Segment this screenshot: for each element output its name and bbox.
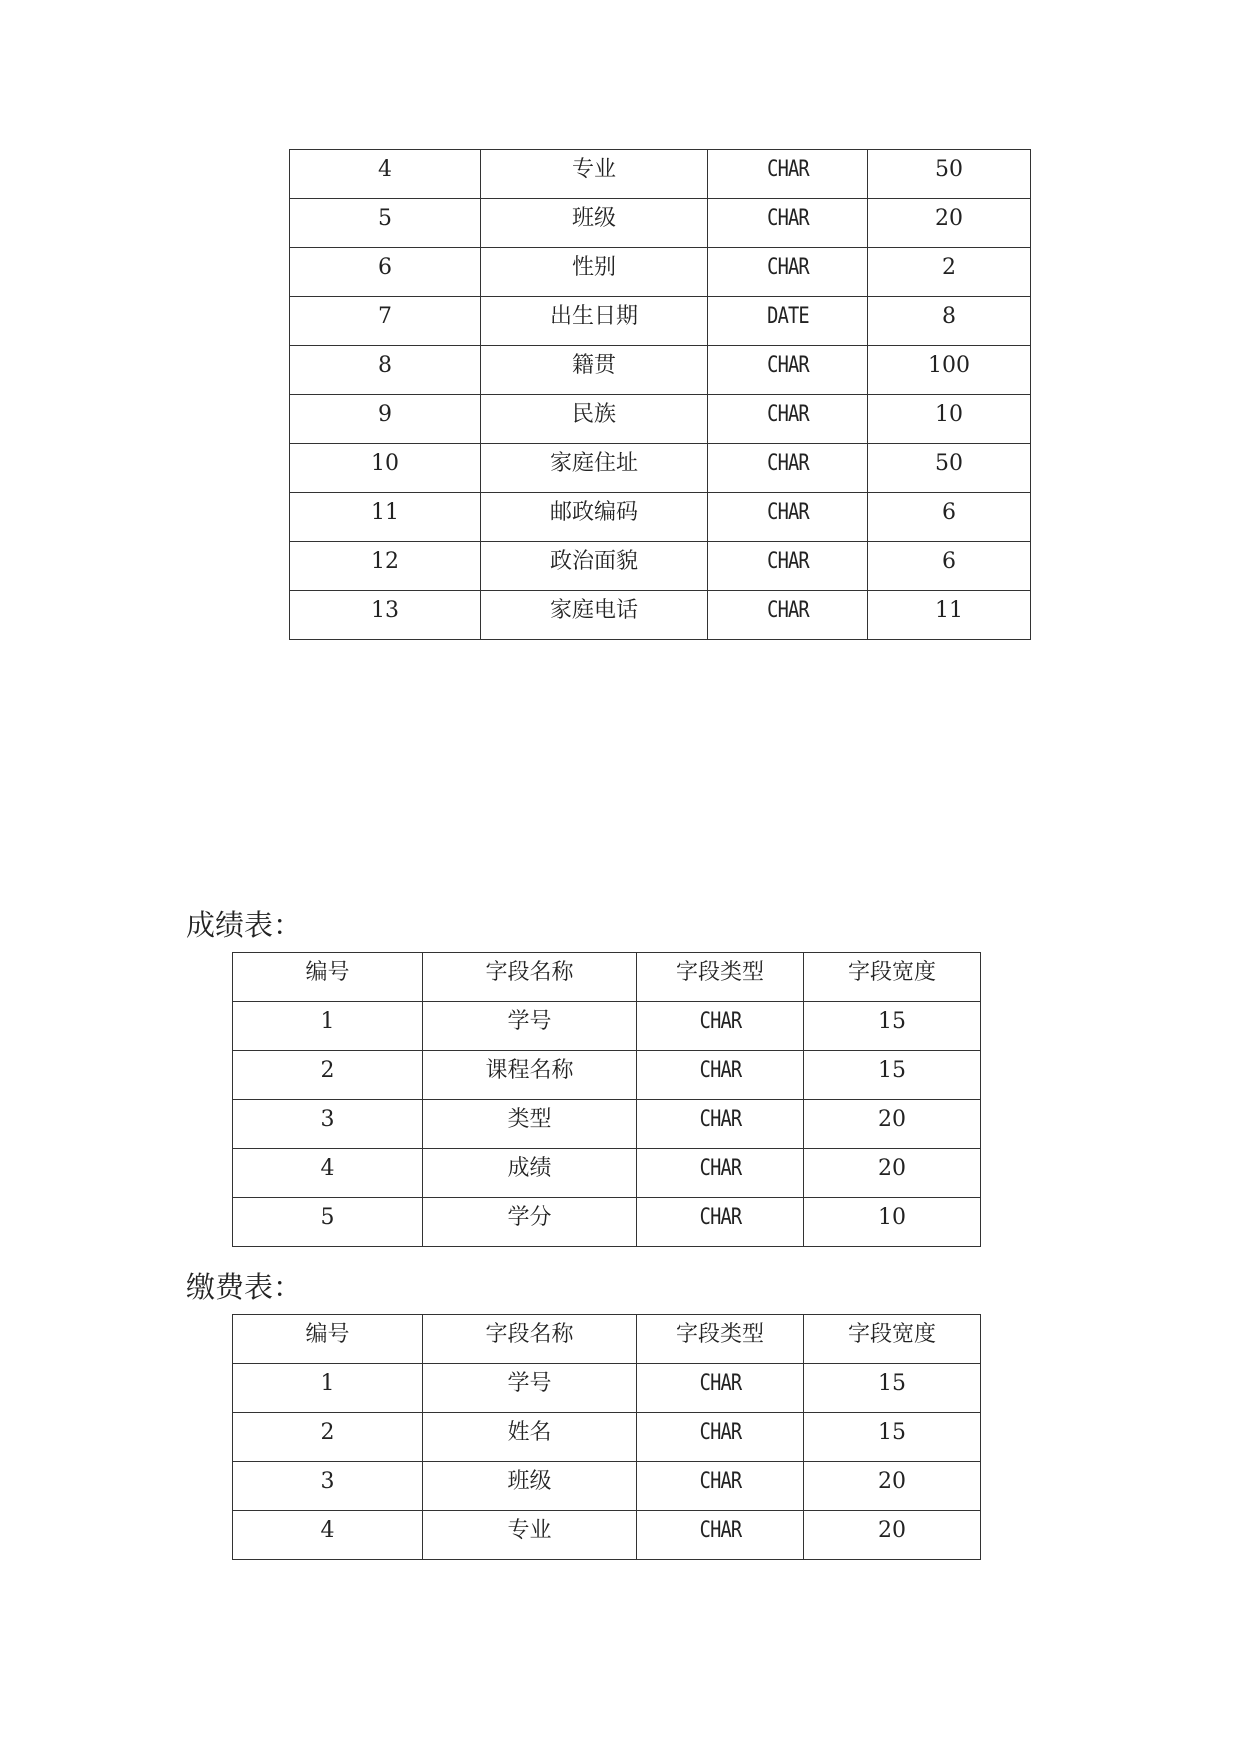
cell-number: 9: [290, 395, 481, 444]
cell-field-name: 成绩: [423, 1149, 637, 1198]
table-row: [233, 1462, 981, 1511]
cell-field-name: 课程名称: [423, 1051, 637, 1100]
cell-field-type: CHAR: [649, 1364, 791, 1413]
cell-field-name: 班级: [423, 1462, 637, 1511]
cell-field-type: CHAR: [720, 542, 856, 591]
cell-field-type: CHAR: [720, 150, 856, 199]
cell-number: 4: [290, 150, 481, 199]
cell-number: 11: [290, 493, 481, 542]
cell-field-name: 班级: [481, 199, 708, 248]
cell-number: 3: [233, 1462, 423, 1511]
cell-number: 2: [233, 1051, 423, 1100]
table-row: [233, 1051, 981, 1100]
cell-field-width: 10: [868, 395, 1031, 444]
cell-field-width: 6: [868, 493, 1031, 542]
table-row: [233, 1511, 981, 1560]
header-field-width: 字段宽度: [804, 1315, 981, 1364]
cell-field-width: 15: [804, 1364, 981, 1413]
header-number: 编号: [233, 1315, 423, 1364]
cell-field-type: CHAR: [720, 444, 856, 493]
cell-number: 7: [290, 297, 481, 346]
table-row: [233, 1413, 981, 1462]
cell-number: 8: [290, 346, 481, 395]
table-header-row: [233, 1315, 981, 1364]
cell-field-name: 民族: [481, 395, 708, 444]
cell-field-type: CHAR: [720, 248, 856, 297]
cell-field-width: 8: [868, 297, 1031, 346]
cell-field-type: CHAR: [649, 1462, 791, 1511]
cell-field-width: 20: [804, 1462, 981, 1511]
cell-field-type: CHAR: [720, 346, 856, 395]
cell-field-width: 15: [804, 1051, 981, 1100]
cell-field-name: 姓名: [423, 1413, 637, 1462]
table-row: [233, 1002, 981, 1051]
cell-field-type: CHAR: [649, 1100, 791, 1149]
cell-field-name: 出生日期: [481, 297, 708, 346]
cell-field-type: CHAR: [649, 1149, 791, 1198]
cell-field-name: 邮政编码: [481, 493, 708, 542]
header-field-name: 字段名称: [423, 953, 637, 1002]
table-row: [290, 542, 1031, 591]
cell-field-type: CHAR: [649, 1002, 791, 1051]
cell-field-type: CHAR: [649, 1413, 791, 1462]
header-field-type: 字段类型: [637, 953, 804, 1002]
cell-field-width: 20: [804, 1511, 981, 1560]
table-row: [290, 199, 1031, 248]
fees-table-header: [233, 1315, 981, 1364]
cell-field-type: CHAR: [720, 199, 856, 248]
fees-table-title: 缴费表：: [186, 1270, 303, 1304]
table-row: [290, 346, 1031, 395]
cell-field-name: 家庭电话: [481, 591, 708, 640]
cell-field-width: 10: [804, 1198, 981, 1247]
table-row: [233, 1100, 981, 1149]
student-info-table-body: [290, 150, 1031, 640]
cell-field-width: 6: [868, 542, 1031, 591]
cell-number: 3: [233, 1100, 423, 1149]
student-info-table: [289, 149, 1031, 640]
cell-field-name: 政治面貌: [481, 542, 708, 591]
scores-table-title: 成绩表：: [186, 908, 303, 942]
table-row: [290, 444, 1031, 493]
table-row: [233, 1198, 981, 1247]
cell-number: 6: [290, 248, 481, 297]
cell-number: 5: [233, 1198, 423, 1247]
cell-field-name: 专业: [423, 1511, 637, 1560]
cell-field-width: 2: [868, 248, 1031, 297]
cell-field-name: 学号: [423, 1002, 637, 1051]
table-row: [233, 1149, 981, 1198]
cell-field-name: 家庭住址: [481, 444, 708, 493]
cell-field-name: 类型: [423, 1100, 637, 1149]
cell-field-width: 20: [868, 199, 1031, 248]
cell-number: 4: [233, 1149, 423, 1198]
cell-field-name: 籍贯: [481, 346, 708, 395]
table-row: [290, 591, 1031, 640]
cell-field-type: CHAR: [649, 1511, 791, 1560]
cell-field-width: 50: [868, 444, 1031, 493]
header-field-type: 字段类型: [637, 1315, 804, 1364]
header-field-name: 字段名称: [423, 1315, 637, 1364]
cell-field-name: 性别: [481, 248, 708, 297]
cell-field-type: CHAR: [649, 1198, 791, 1247]
header-number: 编号: [233, 953, 423, 1002]
cell-field-width: 20: [804, 1100, 981, 1149]
cell-field-width: 15: [804, 1002, 981, 1051]
cell-field-type: DATE: [720, 297, 856, 346]
cell-field-type: CHAR: [720, 591, 856, 640]
cell-field-type: CHAR: [720, 493, 856, 542]
cell-field-width: 15: [804, 1413, 981, 1462]
table-header-row: [233, 953, 981, 1002]
scores-table-header: [233, 953, 981, 1002]
cell-field-width: 100: [868, 346, 1031, 395]
cell-number: 1: [233, 1002, 423, 1051]
cell-number: 4: [233, 1511, 423, 1560]
table-row: [290, 248, 1031, 297]
table-row: [290, 150, 1031, 199]
cell-field-width: 20: [804, 1149, 981, 1198]
header-field-width: 字段宽度: [804, 953, 981, 1002]
cell-number: 10: [290, 444, 481, 493]
table-row: [290, 297, 1031, 346]
cell-field-name: 专业: [481, 150, 708, 199]
cell-field-width: 11: [868, 591, 1031, 640]
scores-table: [232, 952, 981, 1247]
cell-field-width: 50: [868, 150, 1031, 199]
cell-number: 1: [233, 1364, 423, 1413]
cell-field-type: CHAR: [720, 395, 856, 444]
scores-table-body: [233, 1002, 981, 1247]
table-row: [233, 1364, 981, 1413]
fees-table: [232, 1314, 981, 1560]
cell-field-name: 学分: [423, 1198, 637, 1247]
cell-field-type: CHAR: [649, 1051, 791, 1100]
cell-number: 12: [290, 542, 481, 591]
fees-table-body: [233, 1364, 981, 1560]
cell-number: 5: [290, 199, 481, 248]
cell-number: 13: [290, 591, 481, 640]
cell-field-name: 学号: [423, 1364, 637, 1413]
cell-number: 2: [233, 1413, 423, 1462]
table-row: [290, 493, 1031, 542]
table-row: [290, 395, 1031, 444]
